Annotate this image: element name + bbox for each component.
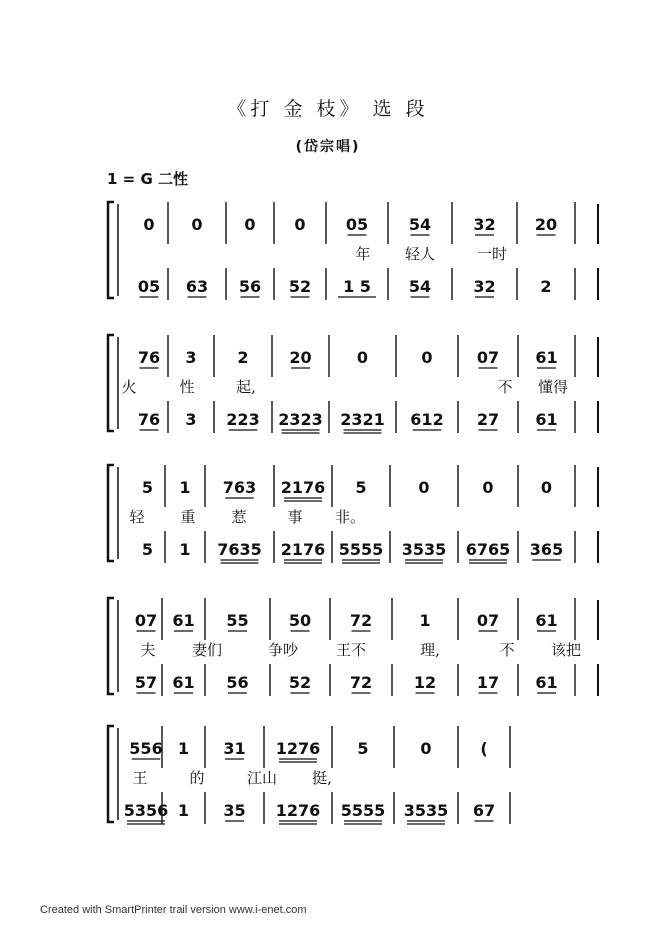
lower-note: 6765 [465, 540, 511, 559]
lower-note: 61 [172, 673, 195, 692]
lower-note: 5 [141, 540, 154, 559]
lyric-text: 火 [121, 378, 137, 396]
lower-note: 52 [288, 673, 312, 692]
system-bracket [108, 726, 114, 822]
lower-note: 3535 [401, 540, 447, 559]
upper-note: 0 [421, 348, 433, 367]
upper-note: 50 [288, 611, 312, 630]
upper-note: 76 [137, 348, 161, 367]
system-bracket [108, 598, 114, 694]
upper-note: 0 [540, 478, 553, 497]
lower-note: 32 [473, 277, 496, 296]
upper-note: 07 [134, 611, 158, 630]
lower-note: 5555 [340, 801, 386, 820]
lower-note: 223 [226, 410, 260, 429]
lyric-text: 不 [497, 378, 513, 396]
lyric-text: 懂得 [537, 378, 569, 396]
lower-note: 5356 [123, 801, 169, 820]
lower-note: 72 [349, 673, 373, 692]
lower-note: 365 [529, 540, 564, 559]
score-system [108, 202, 598, 300]
lyric-text: 性 [179, 378, 195, 396]
lower-note: 57 [134, 673, 158, 692]
lower-note: 05 [137, 277, 161, 296]
upper-note: 0 [244, 215, 256, 234]
lyric-text: 王不 [335, 641, 367, 659]
upper-note: 1 [419, 611, 431, 630]
score-system [108, 335, 598, 433]
lyric-text: 夫 [140, 641, 156, 659]
lyric-text: 年 [355, 245, 371, 263]
upper-note: 5 [141, 478, 154, 497]
lower-note: 56 [226, 673, 249, 692]
lower-note: 1276 [275, 801, 321, 820]
lower-note: 27 [476, 410, 500, 429]
upper-note: 5 [355, 478, 367, 497]
page-title: 《打 金 枝》 选 段 [227, 98, 429, 120]
lower-note: 61 [535, 673, 558, 692]
system-bracket [108, 465, 114, 561]
lower-note: 52 [288, 277, 312, 296]
lower-note: 1 5 [343, 277, 371, 296]
lyric-text: 事 [287, 508, 303, 526]
lower-note: 2176 [280, 540, 326, 559]
lyric-text: 惹 [231, 508, 247, 526]
upper-note: 556 [129, 739, 163, 758]
lyric-text: 重 [180, 508, 196, 526]
lower-note: 63 [185, 277, 209, 296]
upper-note: 31 [223, 739, 246, 758]
lower-note: 2323 [278, 410, 323, 429]
lower-note: 7635 [217, 540, 262, 559]
upper-note: 32 [473, 215, 496, 234]
upper-note: 05 [345, 215, 369, 234]
lyric-text: 轻 [129, 508, 145, 526]
upper-note: 0 [356, 348, 369, 367]
upper-note: 1 [179, 478, 191, 497]
upper-note: 0 [143, 215, 155, 234]
lower-note: 61 [535, 410, 558, 429]
upper-note: 1276 [275, 739, 321, 758]
lyric-text: 理, [420, 641, 440, 659]
lower-note: 2321 [340, 410, 385, 429]
upper-note: 0 [294, 215, 306, 234]
score-system [108, 726, 510, 824]
upper-note: 0 [482, 478, 494, 497]
upper-note: 0 [418, 478, 430, 497]
lyric-text: 挺, [312, 769, 332, 787]
upper-note: 61 [535, 611, 558, 630]
lower-note: 1 [179, 540, 191, 559]
lower-note: 5555 [338, 540, 384, 559]
key-signature: 1 = G 二性 [107, 170, 188, 188]
lyric-text: 该把 [550, 641, 582, 659]
upper-note: 2 [237, 348, 249, 367]
score-system [108, 465, 598, 563]
upper-note: ( [480, 739, 488, 758]
upper-note: 1 [177, 739, 190, 758]
upper-note: 20 [289, 348, 312, 367]
lower-note: 3 [185, 410, 197, 429]
system-bracket [108, 335, 114, 431]
lyric-text: 江山 [246, 769, 278, 787]
lower-note: 612 [410, 410, 444, 429]
lower-note: 17 [476, 673, 500, 692]
upper-note: 55 [226, 611, 249, 630]
upper-note: 763 [222, 478, 257, 497]
upper-note: 07 [476, 611, 500, 630]
lower-note: 56 [238, 277, 262, 296]
lower-note: 2 [540, 277, 552, 296]
lyric-text: 不 [499, 641, 515, 659]
upper-note: 3 [185, 348, 197, 367]
lower-note: 12 [413, 673, 437, 692]
upper-note: 0 [420, 739, 432, 758]
lower-note: 54 [408, 277, 432, 296]
upper-note: 07 [476, 348, 500, 367]
upper-note: 20 [534, 215, 558, 234]
lyric-text: 一时 [476, 245, 508, 263]
lyric-text: 轻人 [404, 245, 436, 263]
upper-note: 61 [172, 611, 195, 630]
upper-note: 5 [357, 739, 369, 758]
upper-note: 72 [349, 611, 373, 630]
lyric-text: 妻们 [191, 641, 223, 659]
singer-subtitle: (岱宗唱) [295, 139, 361, 155]
upper-note: 61 [535, 348, 558, 367]
lower-note: 67 [472, 801, 496, 820]
lower-note: 35 [223, 801, 246, 820]
upper-note: 54 [408, 215, 432, 234]
lyric-text: 非。 [334, 508, 366, 526]
lyric-text: 的 [189, 769, 205, 787]
lower-note: 3535 [403, 801, 449, 820]
lower-note: 1 [177, 801, 190, 820]
system-bracket [108, 202, 114, 298]
lyric-text: 起, [236, 378, 256, 396]
lyric-text: 争吵 [267, 641, 299, 659]
score-system [108, 598, 598, 696]
upper-note: 2176 [280, 478, 326, 497]
lyric-text: 王 [132, 769, 148, 787]
watermark-footer: Created with SmartPrinter trail version www.i-enet.com [40, 904, 307, 916]
upper-note: 0 [191, 215, 203, 234]
lower-note: 76 [137, 410, 161, 429]
